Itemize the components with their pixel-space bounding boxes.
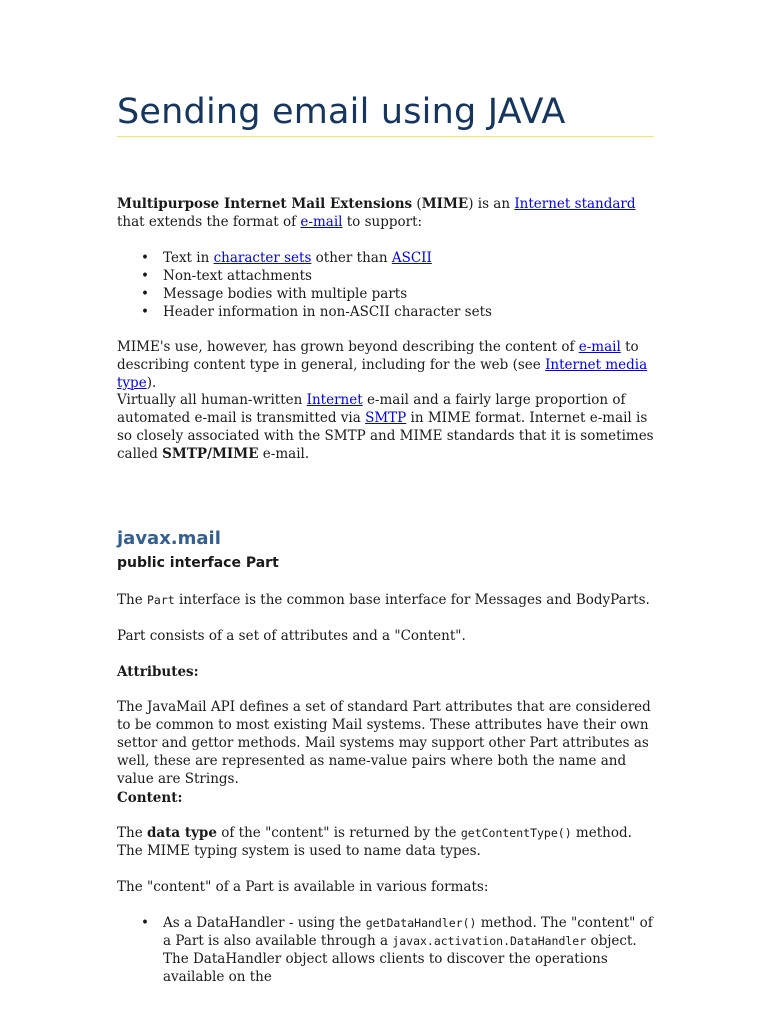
paragraph-text: to describing content type in general, including for the web (see bbox=[117, 339, 639, 373]
link-internet-standard[interactable]: Internet standard bbox=[514, 196, 636, 212]
document-title: Sending email using JAVA bbox=[117, 92, 566, 132]
paragraph-text: method. The MIME typing system is used to name data types. bbox=[117, 825, 632, 859]
code-part: Part bbox=[146, 593, 175, 607]
intro-paragraph bbox=[117, 195, 654, 231]
intro-mime-abbr: MIME bbox=[421, 196, 469, 212]
mime-usage-paragraph bbox=[117, 338, 654, 392]
paragraph-text: interface is the common base interface for Messages and BodyParts. bbox=[174, 592, 650, 608]
code-datahandler-class: javax.activation.DataHandler bbox=[392, 934, 587, 948]
intro-bold-term: Multipurpose Internet Mail Extensions bbox=[117, 196, 413, 212]
list-item-text: method. The "content" of a Part is also available through a bbox=[163, 915, 653, 949]
attributes-paragraph: The JavaMail API defines a set of standard Part attributes that are considered to be common to most existing Mail systems. These attributes have their own settor and gettor methods. Mail systems may support other Part attributes as well, these are represented as name-value pairs where both the name and value are Strings. bbox=[117, 699, 651, 787]
attributes-label bbox=[117, 663, 654, 681]
smtp-mime-bold: SMTP/MIME bbox=[162, 446, 259, 462]
content-label-text: Content: bbox=[117, 790, 183, 806]
formats-list bbox=[117, 914, 654, 986]
part-consists-paragraph: Part consists of a set of attributes and a "Content". bbox=[117, 628, 466, 644]
smtp-paragraph bbox=[117, 391, 654, 463]
paragraph-text: MIME's use, however, has grown beyond describing the content of bbox=[117, 339, 579, 355]
paragraph-text: e-mail and a fairly large proportion of automated e-mail is transmitted via bbox=[117, 392, 626, 426]
part-intro-paragraph bbox=[117, 591, 654, 609]
paragraph-text: in MIME format. Internet e-mail is so closely associated with the SMTP and MIME standards that it is sometimes called bbox=[117, 410, 654, 462]
intro-text: ( bbox=[412, 196, 422, 212]
link-ascii[interactable]: ASCII bbox=[391, 250, 432, 266]
list-item bbox=[117, 914, 654, 986]
link-email[interactable]: e-mail bbox=[300, 214, 343, 230]
list-item-text: Text in bbox=[163, 250, 214, 266]
title-underline bbox=[117, 136, 654, 137]
section-subheading: public interface Part bbox=[117, 555, 279, 571]
list-item-text: As a DataHandler - using the bbox=[163, 915, 366, 931]
intro-text: ) is an bbox=[468, 196, 515, 212]
list-item bbox=[117, 249, 654, 267]
paragraph-text: e-mail. bbox=[258, 446, 310, 462]
list-item: • Message bodies with multiple parts bbox=[117, 285, 654, 303]
code-getdatahandler: getDataHandler() bbox=[365, 916, 477, 930]
list-item-text: other than bbox=[311, 250, 392, 266]
content-type-paragraph bbox=[117, 824, 654, 860]
paragraph-text: of the "content" is returned by the bbox=[216, 825, 461, 841]
link-smtp[interactable]: SMTP bbox=[365, 410, 407, 426]
link-internet-media-type[interactable]: Internet media type bbox=[117, 357, 648, 391]
link-internet[interactable]: Internet bbox=[306, 392, 363, 408]
formats-intro-paragraph: The "content" of a Part is available in various formats: bbox=[117, 879, 489, 895]
paragraph-text: Virtually all human-written bbox=[117, 392, 307, 408]
attributes-label-text: Attributes: bbox=[117, 664, 199, 680]
paragraph-text: The bbox=[117, 592, 147, 608]
section-heading: javax.mail bbox=[117, 528, 221, 549]
paragraph-text: ). bbox=[146, 375, 157, 391]
paragraph-text: The bbox=[117, 825, 147, 841]
link-email[interactable]: e-mail bbox=[578, 339, 621, 355]
intro-text: to support: bbox=[342, 214, 423, 230]
code-getcontenttype: getContentType() bbox=[460, 826, 572, 840]
mime-support-list bbox=[117, 249, 654, 321]
list-item: • Header information in non-ASCII character sets bbox=[117, 303, 654, 321]
content-label bbox=[117, 789, 654, 807]
list-item: • Non-text attachments bbox=[117, 267, 654, 285]
intro-text: that extends the format of bbox=[117, 214, 301, 230]
data-type-bold: data type bbox=[146, 825, 217, 841]
list-item-text: object. The DataHandler object allows clients to discover the operations available on the bbox=[163, 933, 637, 985]
link-character-sets[interactable]: character sets bbox=[213, 250, 312, 266]
